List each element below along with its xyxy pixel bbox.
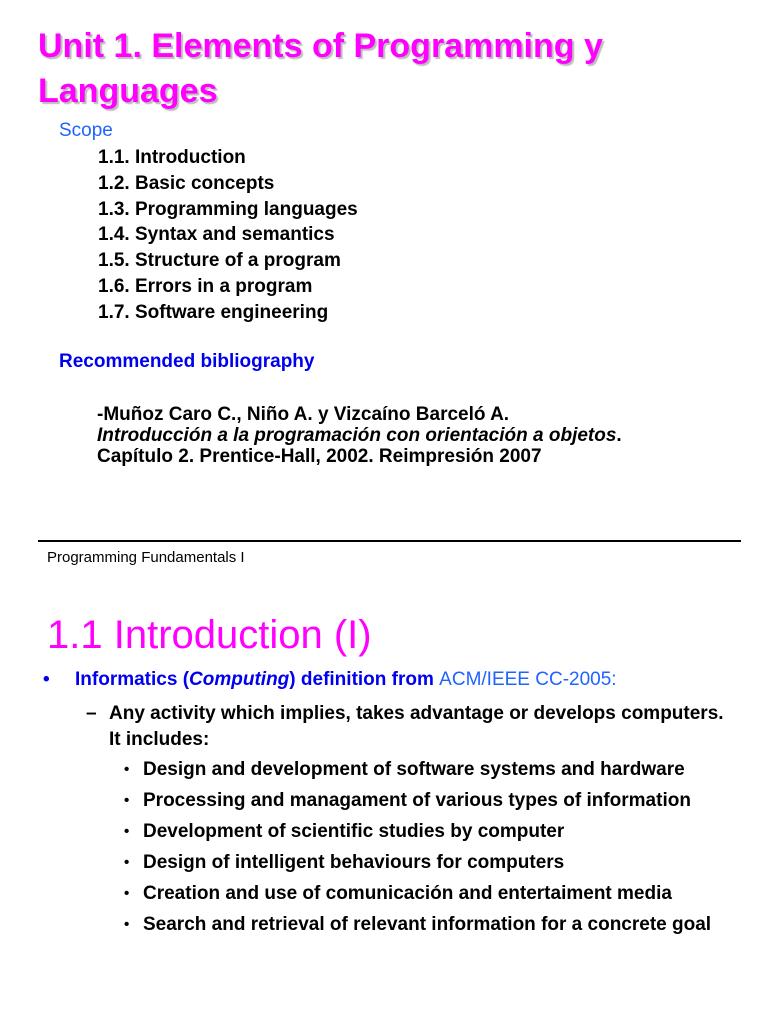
bibliography-entry	[97, 404, 622, 467]
sub-item-processing	[124, 788, 724, 814]
bibliography-publisher: Capítulo 2. Prentice-Hall, 2002. Reimpresión 2007	[97, 446, 542, 467]
bibliography-book-title-end: .	[616, 425, 622, 446]
sub-list	[124, 757, 724, 943]
sub-item-text: Development of scientific studies by computer	[143, 821, 565, 842]
sub-marker: •	[124, 761, 130, 778]
sub-marker: •	[124, 854, 130, 871]
acm-ieee-reference: ACM/IEEE CC-2005:	[439, 669, 617, 690]
dash-item-activity	[86, 701, 726, 753]
scope-item-1-7: 1.7. Software engineering	[98, 301, 329, 323]
scope-item-1-5: 1.5. Structure of a program	[98, 250, 341, 272]
bibliography-heading: Recommended bibliography	[59, 351, 315, 372]
dash-item-text: Any activity which implies, takes advantage or develops computers. It includes:	[109, 703, 724, 750]
dash-marker: –	[86, 703, 97, 724]
bullet-text-pre: Informatics (	[75, 669, 190, 690]
bibliography-book-title: Introducción a la programación con orientación a objetos	[97, 425, 617, 446]
scope-item-1-6: 1.6. Errors in a program	[98, 275, 313, 297]
scope-list	[98, 145, 358, 326]
scope-item-1-1: 1.1. Introduction	[98, 147, 246, 168]
slide-divider	[38, 540, 741, 542]
scope-item-1-4: 1.4. Syntax and semantics	[98, 224, 335, 246]
sub-item-text: Creation and use of comunicación and entertaiment media	[143, 883, 672, 904]
sub-item-text: Design of intelligent behaviours for computers	[143, 852, 565, 873]
footer-label: Programming Fundamentals I	[47, 549, 245, 566]
sub-item-communication-media	[124, 881, 724, 907]
scope-heading: Scope	[59, 120, 113, 141]
scope-item-1-3: 1.3. Programming languages	[98, 198, 358, 220]
sub-item-intelligent-behaviours	[124, 850, 724, 876]
sub-item-text: Search and retrieval of relevant information for a concrete goal	[143, 914, 712, 935]
bullet-text-mid: ) definition from	[289, 669, 440, 690]
bullet-informatics	[43, 669, 617, 691]
sub-marker: •	[124, 916, 130, 933]
bullet-marker: •	[43, 669, 50, 690]
sub-item-design-development	[124, 757, 724, 783]
sub-marker: •	[124, 792, 130, 809]
slide2-title: 1.1 Introduction (I)	[47, 613, 372, 657]
sub-item-scientific-studies	[124, 819, 724, 845]
sub-item-search-retrieval	[124, 912, 724, 938]
sub-marker: •	[124, 885, 130, 902]
sub-item-text: Design and development of software systems and hardware	[143, 759, 685, 780]
bibliography-authors: -Muñoz Caro C., Niño A. y Vizcaíno Barceló A.	[97, 404, 510, 425]
bibliography-book-line	[97, 425, 622, 446]
slide1-title: Unit 1. Elements of Programming y Languages	[38, 27, 603, 110]
scope-item-1-2: 1.2. Basic concepts	[98, 172, 275, 194]
bullet-text-emph: Computing	[189, 669, 290, 690]
sub-item-text: Processing and managament of various types of information	[143, 790, 691, 811]
sub-marker: •	[124, 823, 130, 840]
